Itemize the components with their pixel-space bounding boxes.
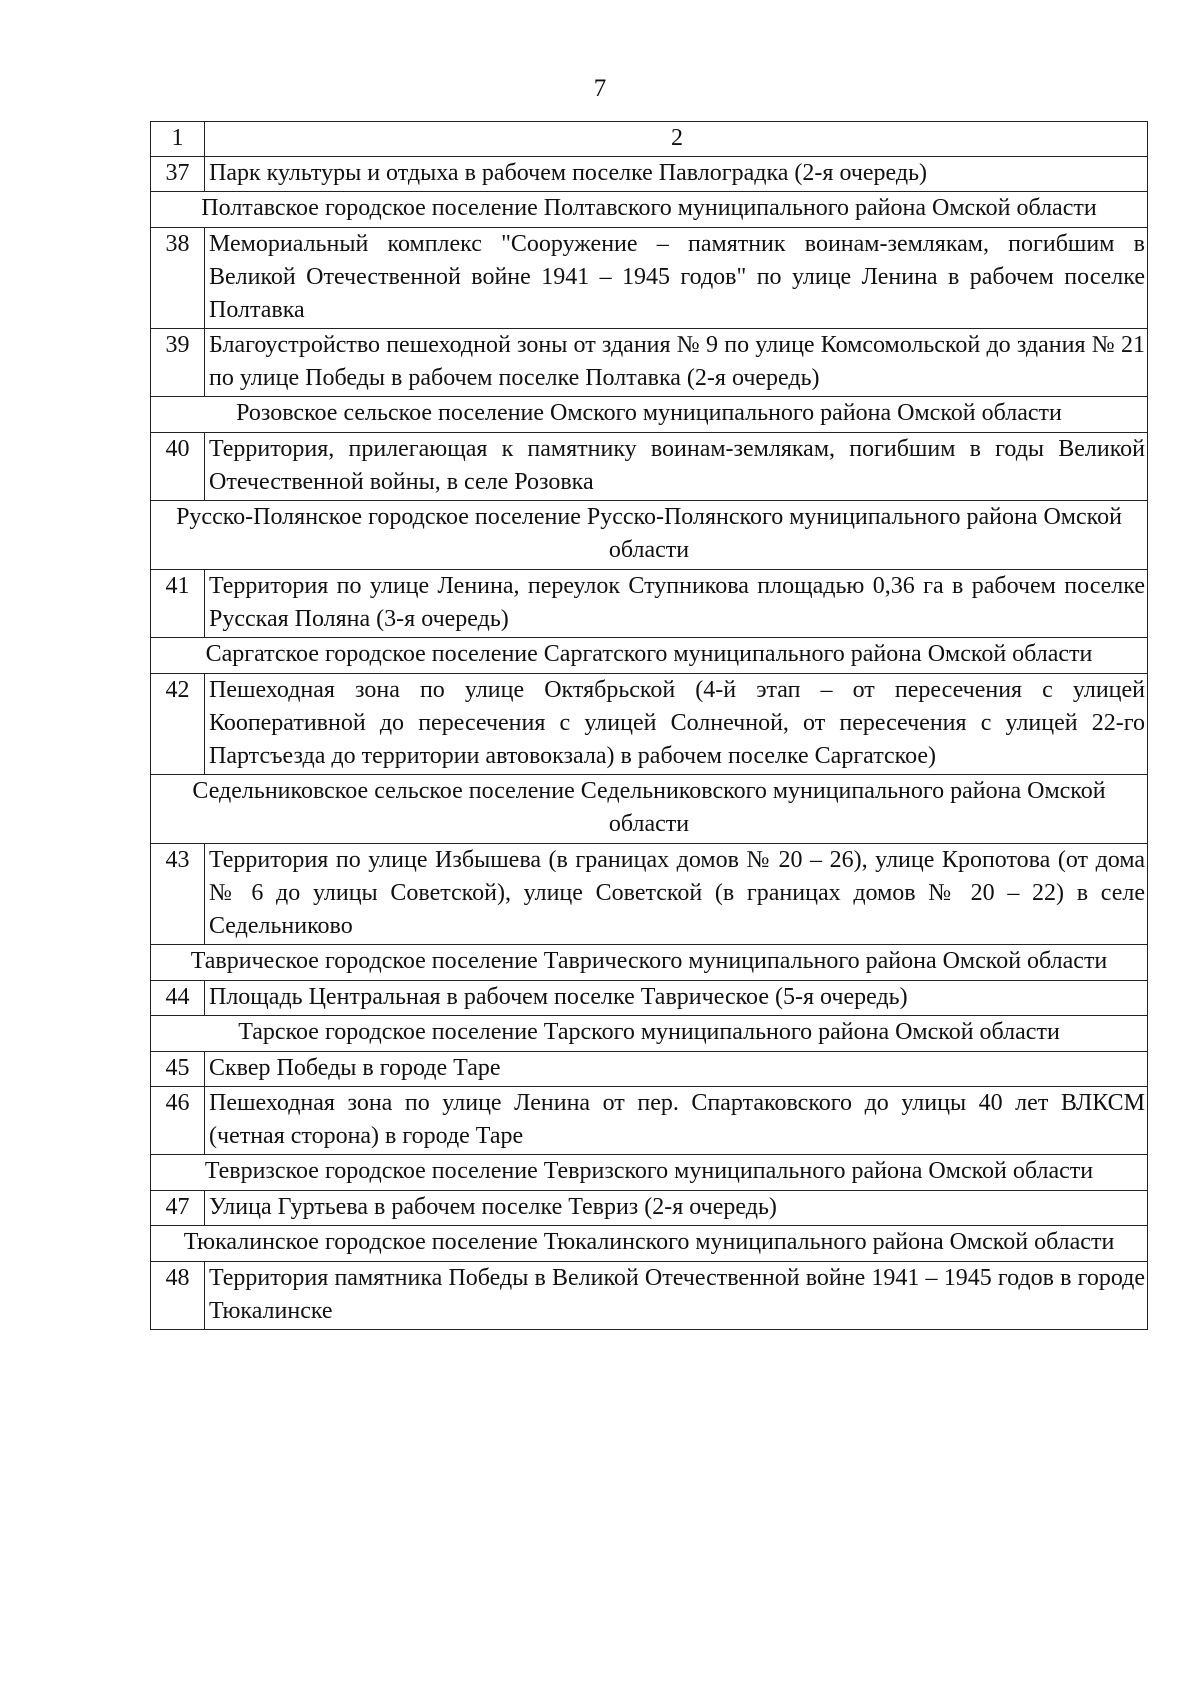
row-number: 47 — [151, 1191, 205, 1226]
section-row — [151, 775, 1148, 844]
section-title: Седельниковское сельское поселение Седельниковского муниципального района Омской области — [151, 775, 1148, 844]
row-number: 39 — [151, 329, 205, 397]
page-number: 7 — [593, 75, 607, 102]
table-row — [151, 1052, 1148, 1087]
row-object-name: Территория памятника Победы в Великой Отечественной войне 1941 – 1945 годов в городе Тюкалинске — [205, 1262, 1148, 1330]
table-row — [151, 329, 1148, 397]
row-number: 44 — [151, 981, 205, 1016]
section-row — [151, 397, 1148, 433]
table-row — [151, 674, 1148, 775]
table-row — [151, 1191, 1148, 1226]
section-row — [151, 192, 1148, 228]
table-row — [151, 570, 1148, 638]
section-title: Русско-Полянское городское поселение Русско-Полянского муниципального района Омской области — [151, 501, 1148, 570]
section-title: Тевризское городское поселение Тевризского муниципального района Омской области — [151, 1155, 1148, 1191]
row-object-name: Площадь Центральная в рабочем поселке Таврическое (5-я очередь) — [205, 981, 1148, 1016]
section-row — [151, 1016, 1148, 1052]
row-object-name: Пешеходная зона по улице Октябрьской (4-й этап – от пересечения с улицей Кооперативной до пересечения с улицей Солнечной, от пересечения с улицей 22-го Партсъезда до территории автовокзала) в рабочем поселке Саргатское) — [205, 674, 1148, 775]
section-row — [151, 501, 1148, 570]
header-col-name: 2 — [205, 122, 1148, 157]
row-object-name: Территория по улице Ленина, переулок Ступникова площадью 0,36 га в рабочем поселке Русская Поляна (3-я очередь) — [205, 570, 1148, 638]
table-row — [151, 157, 1148, 192]
section-row — [151, 1226, 1148, 1262]
row-number: 41 — [151, 570, 205, 638]
section-title: Розовское сельское поселение Омского муниципального района Омской области — [151, 397, 1148, 433]
section-title: Саргатское городское поселение Саргатского муниципального района Омской области — [151, 638, 1148, 674]
row-number: 45 — [151, 1052, 205, 1087]
section-title: Тарское городское поселение Тарского муниципального района Омской области — [151, 1016, 1148, 1052]
table-row — [151, 844, 1148, 945]
row-object-name: Мемориальный комплекс "Сооружение – памятник воинам-землякам, погибшим в Великой Отечественной войне 1941 – 1945 годов" по улице Ленина в рабочем поселке Полтавка — [205, 228, 1148, 329]
row-object-name: Улица Гуртьева в рабочем поселке Тевриз (2-я очередь) — [205, 1191, 1148, 1226]
row-object-name: Парк культуры и отдыха в рабочем поселке Павлоградка (2-я очередь) — [205, 157, 1148, 192]
row-number: 43 — [151, 844, 205, 945]
table-row — [151, 433, 1148, 501]
table-row — [151, 228, 1148, 329]
row-object-name: Пешеходная зона по улице Ленина от пер. Спартаковского до улицы 40 лет ВЛКСМ (четная сторона) в городе Таре — [205, 1087, 1148, 1155]
table-row — [151, 1262, 1148, 1330]
table-row — [151, 981, 1148, 1016]
row-number: 42 — [151, 674, 205, 775]
table-row — [151, 1087, 1148, 1155]
row-number: 40 — [151, 433, 205, 501]
row-number: 38 — [151, 228, 205, 329]
table-header-row — [151, 122, 1148, 157]
row-object-name: Территория по улице Избышева (в границах домов № 20 – 26), улице Кропотова (от дома № 6 до улицы Советской), улице Советской (в границах домов № 20 – 22) в селе Седельниково — [205, 844, 1148, 945]
row-object-name: Территория, прилегающая к памятнику воинам-землякам, погибшим в годы Великой Отечественной войны, в селе Розовка — [205, 433, 1148, 501]
section-title: Таврическое городское поселение Таврического муниципального района Омской области — [151, 945, 1148, 981]
section-row — [151, 945, 1148, 981]
section-title: Полтавское городское поселение Полтавского муниципального района Омской области — [151, 192, 1148, 228]
section-row — [151, 638, 1148, 674]
section-title: Тюкалинское городское поселение Тюкалинского муниципального района Омской области — [151, 1226, 1148, 1262]
section-row — [151, 1155, 1148, 1191]
objects-table — [150, 121, 1148, 1330]
row-object-name: Сквер Победы в городе Таре — [205, 1052, 1148, 1087]
row-number: 37 — [151, 157, 205, 192]
row-number: 48 — [151, 1262, 205, 1330]
row-object-name: Благоустройство пешеходной зоны от здания № 9 по улице Комсомольской до здания № 21 по улице Победы в рабочем поселке Полтавка (2-я очередь) — [205, 329, 1148, 397]
row-number: 46 — [151, 1087, 205, 1155]
header-col-number: 1 — [151, 122, 205, 157]
